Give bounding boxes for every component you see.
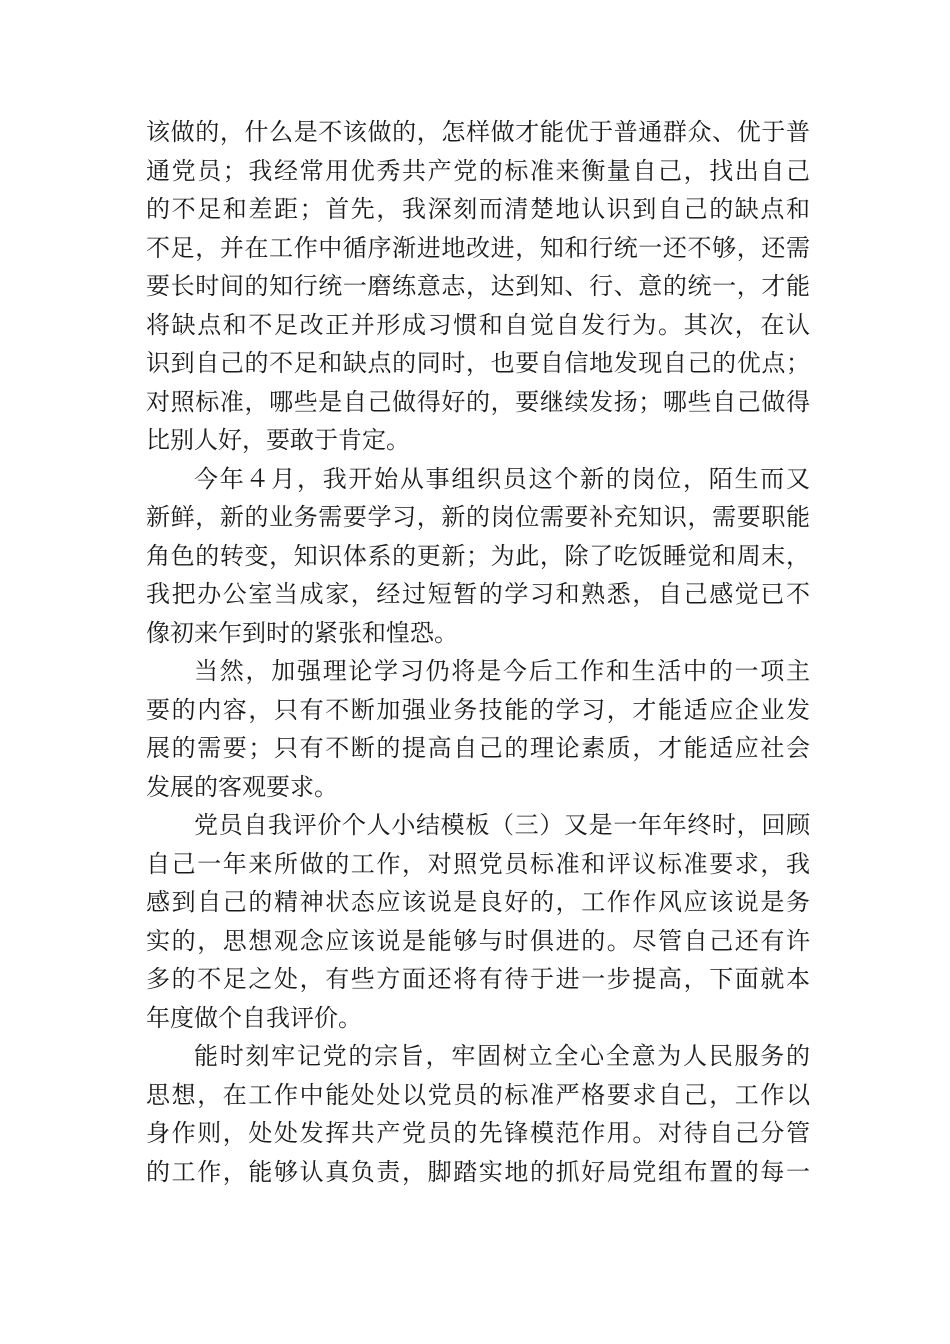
text-line: 思想，在工作中能处处以党员的标准严格要求自己，工作以 — [146, 1080, 810, 1109]
text-line: 对照标准，哪些是自己做得好的，要继续发扬；哪些自己做得 — [146, 387, 810, 416]
text-line: 年度做个自我评价。 — [146, 1003, 362, 1032]
text-line: 发展的客观要求。 — [146, 772, 338, 801]
text-line: 要长时间的知行统一磨练意志，达到知、行、意的统一，才能 — [146, 272, 810, 300]
paragraph-1 — [146, 113, 810, 460]
text-line: 实的，思想观念应该说是能够与时俱进的。尽管自己还有许 — [146, 926, 810, 955]
text-line: 自己一年来所做的工作，对照党员标准和评议标准要求，我 — [146, 849, 810, 878]
text-line: 今年４月，我开始从事组织员这个新的岗位，陌生而又 — [194, 464, 810, 493]
paragraph-4 — [146, 806, 810, 1037]
text-line: 身作则，处处发挥共产党员的先锋模范作用。对待自己分管 — [146, 1119, 810, 1147]
text-line: 我把办公室当成家，经过短暂的学习和熟悉，自己感觉已不 — [146, 580, 810, 608]
document-body — [146, 113, 810, 1191]
paragraph-5 — [146, 1037, 810, 1191]
text-line: 通党员；我经常用优秀共产党的标准来衡量自己，找出自己 — [146, 156, 810, 185]
text-line: 像初来乍到时的紧张和惶恐。 — [146, 618, 458, 647]
paragraph-3 — [146, 652, 810, 806]
text-line: 的工作，能够认真负责，脚踏实地的抓好局党组布置的每一 — [146, 1157, 810, 1186]
text-line: 展的需要；只有不断的提高自己的理论素质，才能适应社会 — [146, 734, 810, 762]
text-line: 识到自己的不足和缺点的同时，也要自信地发现自己的优点； — [146, 349, 810, 377]
text-line: 新鲜，新的业务需要学习，新的岗位需要补充知识，需要职能 — [146, 503, 810, 531]
text-line: 的不足和差距；首先，我深刻而清楚地认识到自己的缺点和 — [146, 195, 810, 223]
text-line: 多的不足之处，有些方面还将有待于进一步提高，下面就本 — [146, 965, 810, 993]
paragraph-2 — [146, 460, 810, 653]
text-line: 将缺点和不足改正并形成习惯和自觉自发行为。其次，在认 — [146, 310, 810, 339]
text-line: 党员自我评价个人小结模板（三）又是一年年终时，回顾 — [194, 811, 810, 839]
text-line: 该做的，什么是不该做的，怎样做才能优于普通群众、优于普 — [146, 118, 810, 146]
text-line: 不足，并在工作中循序渐进地改进，知和行统一还不够，还需 — [146, 233, 810, 262]
text-line: 感到自己的精神状态应该说是良好的，工作作风应该说是务 — [146, 888, 810, 916]
text-line: 要的内容，只有不断加强业务技能的学习，才能适应企业发 — [146, 695, 810, 724]
text-line: 比别人好，要敢于肯定。 — [146, 426, 410, 454]
text-line: 能时刻牢记党的宗旨，牢固树立全心全意为人民服务的 — [194, 1042, 810, 1070]
text-line: 角色的转变，知识体系的更新；为此，除了吃饭睡觉和周末， — [146, 541, 810, 570]
text-line: 当然，加强理论学习仍将是今后工作和生活中的一项主 — [194, 657, 810, 685]
